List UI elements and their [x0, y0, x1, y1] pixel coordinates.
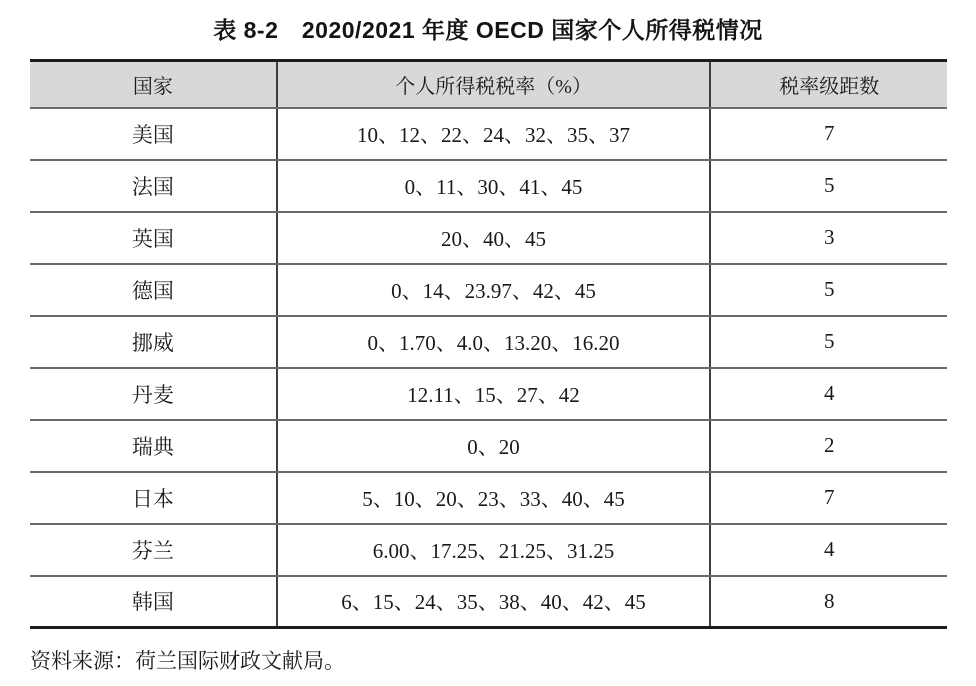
- table-row: [30, 472, 947, 524]
- country-cell: 德国: [30, 264, 277, 316]
- country-cell: 日本: [30, 472, 277, 524]
- table-body: [30, 108, 947, 628]
- brackets-cell: 7: [710, 472, 947, 524]
- rates-cell: 5、10、20、23、33、40、45: [277, 472, 711, 524]
- brackets-cell: 2: [710, 420, 947, 472]
- country-cell: 法国: [30, 160, 277, 212]
- brackets-cell: 7: [710, 108, 947, 160]
- brackets-cell: 3: [710, 212, 947, 264]
- header-brackets: 税率级距数: [710, 61, 947, 108]
- header-rates: 个人所得税税率（%）: [277, 61, 711, 108]
- country-cell: 韩国: [30, 576, 277, 628]
- rates-cell: 20、40、45: [277, 212, 711, 264]
- rates-cell: 0、14、23.97、42、45: [277, 264, 711, 316]
- brackets-cell: 4: [710, 368, 947, 420]
- table-row: [30, 108, 947, 160]
- country-cell: 英国: [30, 212, 277, 264]
- rates-cell: 6、15、24、35、38、40、42、45: [277, 576, 711, 628]
- rates-cell: 10、12、22、24、32、35、37: [277, 108, 711, 160]
- rates-cell: 12.11、15、27、42: [277, 368, 711, 420]
- table-header: [30, 61, 947, 108]
- country-cell: 芬兰: [30, 524, 277, 576]
- table-row: [30, 576, 947, 628]
- header-row: [30, 61, 947, 108]
- table-title: 表 8-2 2020/2021 年度 OECD 国家个人所得税情况: [213, 17, 763, 43]
- table-row: [30, 264, 947, 316]
- brackets-cell: 5: [710, 264, 947, 316]
- source-note: 资料来源：荷兰国际财政文献局。: [30, 649, 345, 673]
- country-cell: 挪威: [30, 316, 277, 368]
- country-cell: 美国: [30, 108, 277, 160]
- table-row: [30, 212, 947, 264]
- table-row: [30, 160, 947, 212]
- table-row: [30, 524, 947, 576]
- brackets-cell: 8: [823, 588, 835, 613]
- header-country: 国家: [30, 61, 277, 108]
- rates-cell: 0、11、30、41、45: [277, 160, 711, 212]
- country-cell: 瑞典: [30, 420, 277, 472]
- table-row: [30, 420, 947, 472]
- rates-cell: 0、20: [277, 420, 711, 472]
- table-row: [30, 368, 947, 420]
- table-row: [30, 316, 947, 368]
- brackets-cell: 4: [710, 524, 947, 576]
- country-cell: 丹麦: [30, 368, 277, 420]
- rates-cell: 6.00、17.25、21.25、31.25: [277, 524, 711, 576]
- oecd-income-tax-table: [30, 59, 947, 629]
- brackets-cell: 5: [710, 160, 947, 212]
- rates-cell: 0、1.70、4.0、13.20、16.20: [277, 316, 711, 368]
- brackets-cell: 5: [710, 316, 947, 368]
